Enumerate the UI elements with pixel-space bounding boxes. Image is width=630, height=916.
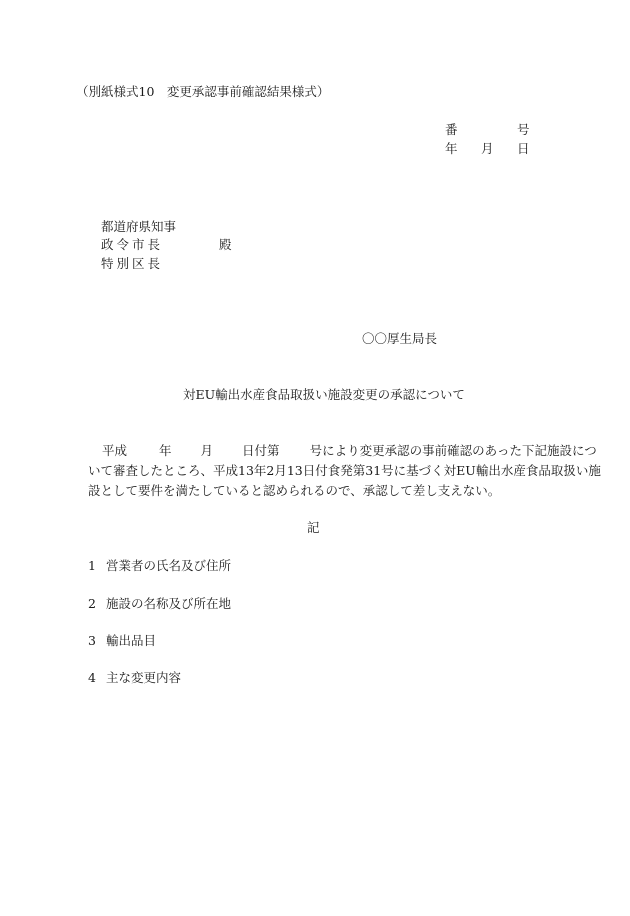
item-number: 4 <box>88 670 96 685</box>
addressee-city-mayor: 政令市長 <box>101 237 164 252</box>
date-year-label: 年 <box>445 141 458 156</box>
date-day-label: 日 <box>517 141 530 156</box>
list-item <box>88 558 231 574</box>
body-reference: 号により変更承認の事前確認のあった下記施設につ <box>309 443 597 458</box>
addressee-honorific: 殿 <box>219 237 232 252</box>
body-era: 平成 <box>102 443 128 458</box>
addressee-special-ward-mayor: 特別区長 <box>101 256 164 271</box>
item-number: 3 <box>88 633 96 648</box>
addressee-prefectural-governor: 都道府県知事 <box>101 219 177 234</box>
number-label: 番 <box>445 122 458 137</box>
sender: 〇〇厚生局長 <box>362 331 438 346</box>
list-item <box>88 633 156 649</box>
body-day-number: 日付第 <box>242 443 280 458</box>
list-item <box>88 670 181 686</box>
body-paragraph <box>88 441 601 501</box>
document-title: 対EU輸出水産食品取扱い施設変更の承認について <box>183 387 465 402</box>
body-month: 月 <box>200 443 214 458</box>
item-label: 施設の名称及び所在地 <box>106 596 232 611</box>
body-line-1 <box>88 441 597 461</box>
item-label: 営業者の氏名及び住所 <box>106 558 232 573</box>
date-month-label: 月 <box>481 141 494 156</box>
list-item <box>88 596 231 612</box>
number-suffix: 号 <box>517 122 530 137</box>
body-year: 年 <box>159 443 172 458</box>
body-line-2: いて審査したところ、平成13年2月13日付食発第31号に基づく対EU輸出水産食品取扱い施 <box>88 463 601 478</box>
body-line-3: 設として要件を満たしていると認められるので、承認して差し支えない。 <box>88 483 501 498</box>
item-label: 主な変更内容 <box>106 670 182 685</box>
item-label: 輸出品目 <box>106 633 157 648</box>
item-number: 2 <box>88 596 96 611</box>
ki-heading: 記 <box>307 520 320 535</box>
item-number: 1 <box>88 558 96 573</box>
form-label: （別紙様式10 変更承認事前確認結果様式） <box>76 84 330 99</box>
